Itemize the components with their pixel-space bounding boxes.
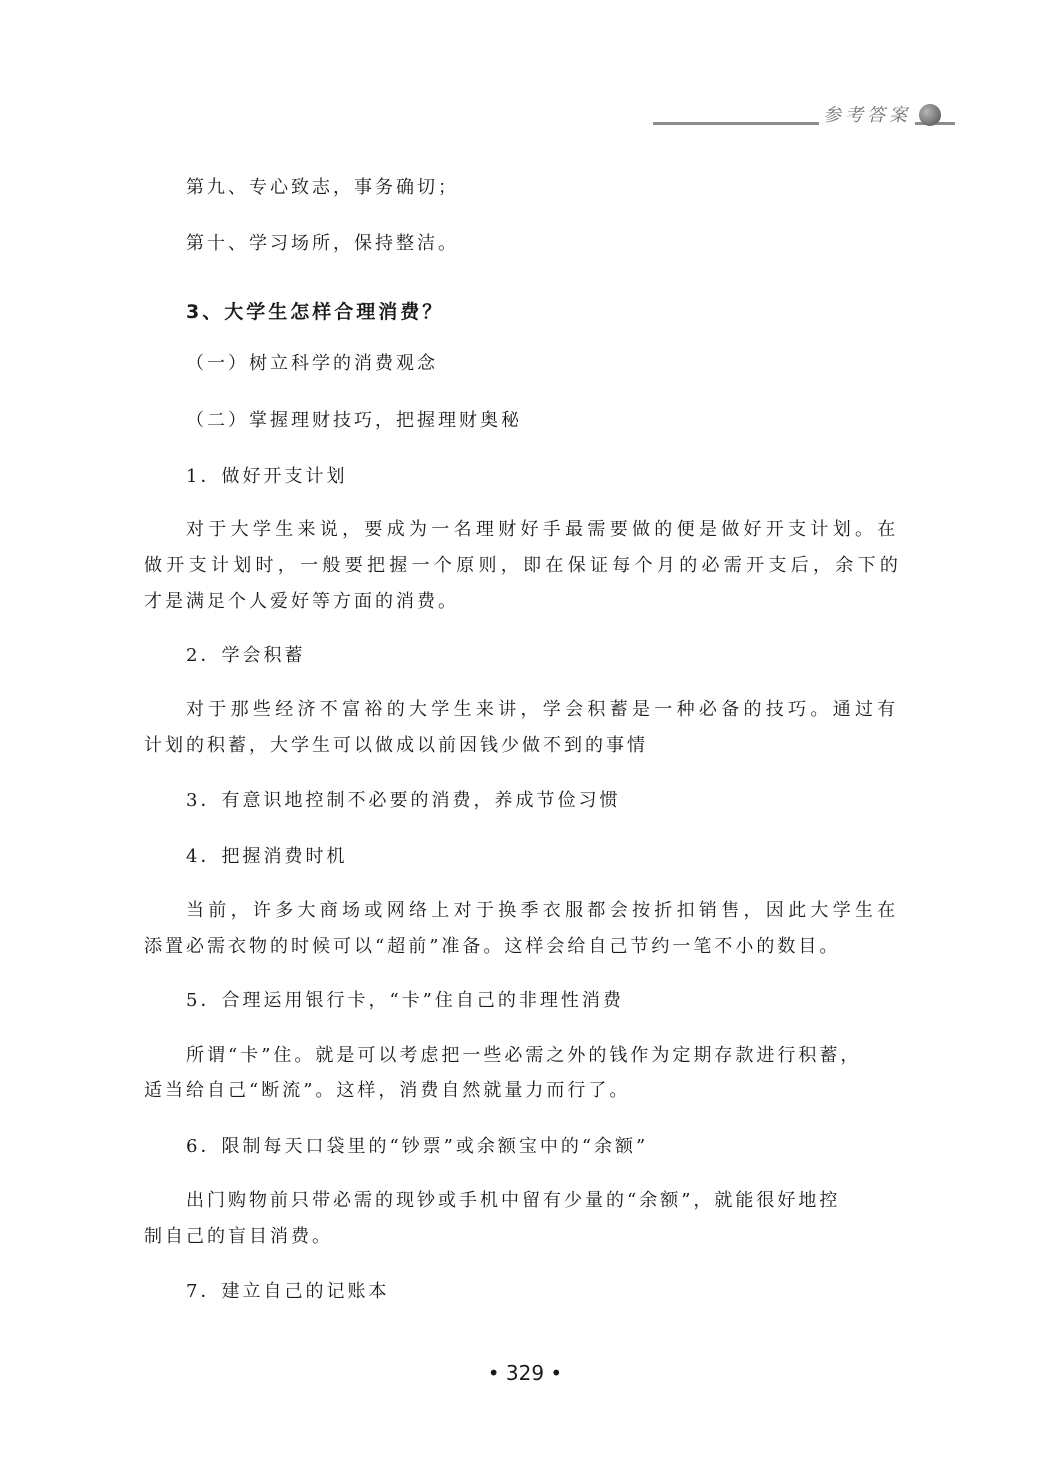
point-title: 4．把握消费时机 [186,846,348,867]
point-title: 5．合理运用银行卡，“卡”住自己的非理性消费 [186,990,624,1011]
page-number: • 329 • [487,1361,563,1385]
paragraph-line: 才是满足个人爱好等方面的消费。 [144,591,459,612]
paragraph-line: 出门购物前只带必需的现钞或手机中留有少量的“余额”，就能很好地控 [186,1190,841,1211]
point-title: 3．有意识地控制不必要的消费，养成节俭习惯 [186,790,621,811]
header-label: 参考答案 [819,106,915,126]
point-title: 2．学会积蓄 [186,645,306,666]
paragraph-line: 适当给自己“断流”。这样，消费自然就量力而行了。 [144,1080,631,1101]
subsection-title: （二）掌握理财技巧，把握理财奥秘 [186,410,522,431]
header-dot-icon [919,104,941,126]
paragraph-line: 制自己的盲目消费。 [144,1226,333,1247]
point-title: 1．做好开支计划 [186,466,348,487]
paragraph-line: 对于那些经济不富裕的大学生来讲，学会积蓄是一种必备的技巧。通过有 [186,699,900,720]
running-header [653,100,955,132]
list-item: 第九、专心致志，事务确切； [186,177,459,198]
list-item: 第十、学习场所，保持整洁。 [186,233,459,254]
paragraph-line: 计划的积蓄，大学生可以做成以前因钱少做不到的事情 [144,735,648,756]
paragraph-line: 做开支计划时，一般要把握一个原则，即在保证每个月的必需开支后，余下的 [144,555,903,576]
paragraph-line: 对于大学生来说，要成为一名理财好手最需要做的便是做好开支计划。在 [186,519,900,540]
paragraph-line: 当前，许多大商场或网络上对于换季衣服都会按折扣销售，因此大学生在 [186,900,900,921]
paragraph-line: 添置必需衣物的时候可以“超前”准备。这样会给自己节约一笔不小的数目。 [144,936,841,957]
paragraph-line: 所谓“卡”住。就是可以考虑把一些必需之外的钱作为定期存款进行积蓄， [186,1045,862,1066]
section-heading: 3、大学生怎样合理消费？ [186,301,445,323]
point-title: 7．建立自己的记账本 [186,1281,390,1302]
point-title: 6．限制每天口袋里的“钞票”或余额宝中的“余额” [186,1136,649,1157]
subsection-title: （一）树立科学的消费观念 [186,353,438,374]
